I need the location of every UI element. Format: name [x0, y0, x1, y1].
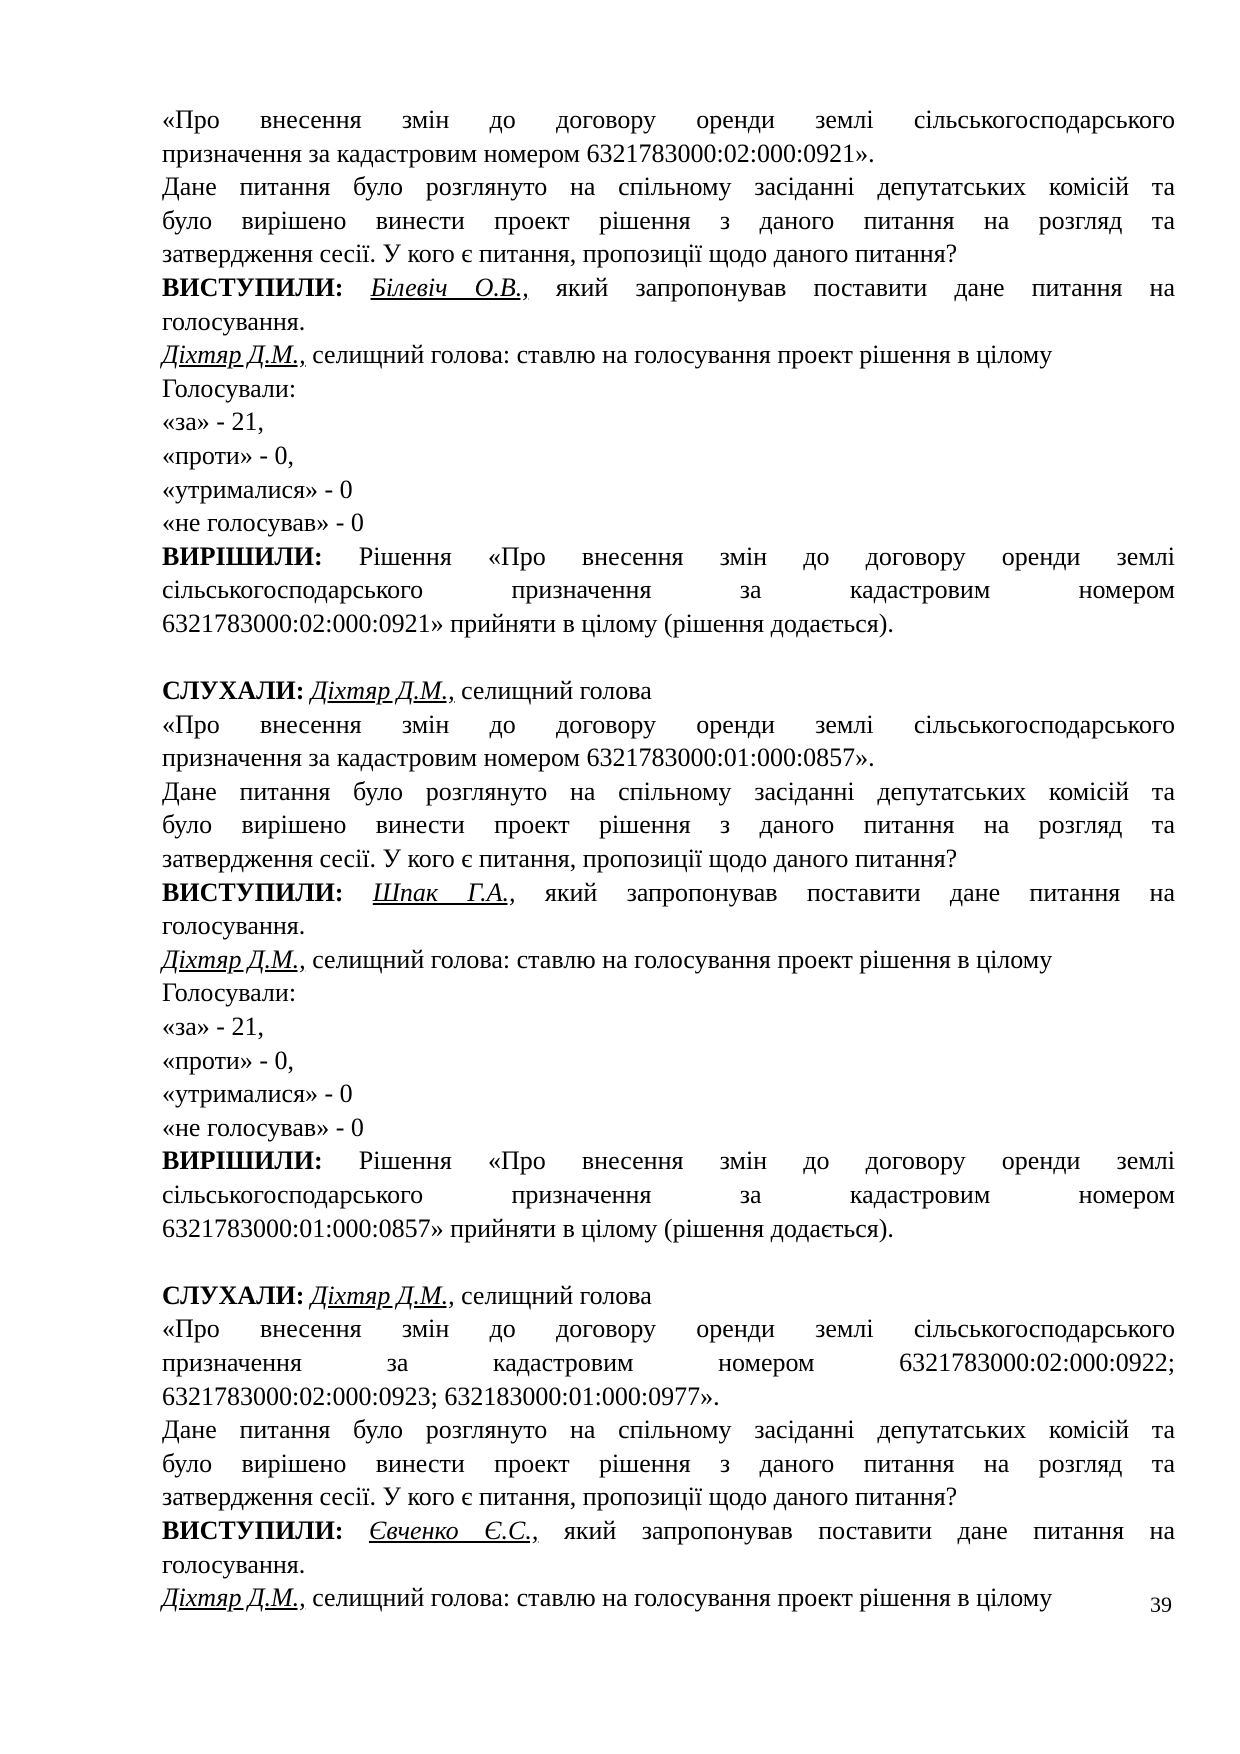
chair-name: Діхтяр Д.М., — [162, 944, 306, 974]
decided-label: ВИРІШИЛИ: — [162, 1146, 323, 1176]
decision-line: 6321783000:01:000:0857» прийняти в цілому (рішення додається). — [162, 1213, 894, 1243]
discussion-line: затвердження сесії. У кого є питання, пропозиції щодо даного питання? — [162, 1482, 958, 1512]
heard-label: СЛУХАЛИ: — [162, 676, 305, 706]
decision-text: Рішення «Про внесення змін до договору оренди землі — [322, 541, 1175, 571]
heard-name: Діхтяр Д.М., — [310, 676, 455, 706]
agenda-item-3 — [162, 1279, 1175, 1615]
resolution-title-line: «Про внесення змін до договору оренди землі сільськогосподарського — [162, 1314, 1175, 1344]
speaker-name: Євченко Є.С., — [368, 1515, 539, 1545]
speaker-name: Шпак Г.А., — [372, 877, 516, 907]
chair-text: селищний голова: ставлю на голосування проект рішення в цілому — [305, 340, 1053, 370]
decision-line — [162, 1144, 1175, 1178]
decision-text: Рішення «Про внесення змін до договору оренди землі — [322, 1146, 1175, 1176]
heard-text: селищний голова — [454, 676, 652, 706]
spoke-text: який запропонував поставити дане питання на — [538, 1515, 1175, 1545]
heard-text: селищний голова — [454, 1280, 652, 1310]
chair-text: селищний голова: ставлю на голосування проект рішення в цілому — [305, 1583, 1053, 1613]
resolution-title-line: 6321783000:02:000:0923; 632183000:01:000:0977». — [162, 1381, 720, 1411]
chair-name: Діхтяр Д.М., — [162, 340, 306, 370]
vote-for: «за» - 21, — [162, 1012, 264, 1042]
discussion-line: було вирішено винести проект рішення з даного питання на розгляд та — [162, 810, 1175, 840]
page-number: 39 — [1150, 1592, 1172, 1617]
agenda-item-1 — [162, 103, 1175, 641]
resolution-title-line: «Про внесення змін до договору оренди землі сільськогосподарського — [162, 709, 1175, 739]
spoke-line — [162, 271, 1175, 305]
decision-line — [162, 540, 1175, 574]
heard-line — [162, 674, 1175, 708]
voted-label: Голосували: — [162, 978, 297, 1008]
decision-line: 6321783000:02:000:0921» прийняти в цілому (рішення додається). — [162, 608, 894, 638]
discussion-line: затвердження сесії. У кого є питання, пропозиції щодо даного питання? — [162, 844, 958, 874]
spoke-label: ВИСТУПИЛИ: — [162, 272, 344, 302]
vote-not-voted: «не голосував» - 0 — [162, 1112, 364, 1142]
discussion-line: Дане питання було розглянуто на спільному засіданні депутатських комісій та — [162, 776, 1175, 806]
discussion-line: Дане питання було розглянуто на спільному засіданні депутатських комісій та — [162, 172, 1175, 202]
agenda-item-2 — [162, 674, 1175, 1245]
speaker-name: Білевіч О.В., — [370, 272, 529, 302]
spoke-text: який запропонував поставити дане питання на — [528, 272, 1176, 302]
spoke-label: ВИСТУПИЛИ: — [162, 1515, 344, 1545]
heard-line — [162, 1279, 1175, 1313]
chair-text: селищний голова: ставлю на голосування проект рішення в цілому — [305, 944, 1053, 974]
chair-line — [162, 943, 1175, 977]
discussion-line: було вирішено винести проект рішення з даного питання на розгляд та — [162, 205, 1175, 235]
heard-label: СЛУХАЛИ: — [162, 1280, 305, 1310]
spoke-text: який запропонував поставити дане питання на — [515, 877, 1175, 907]
decision-line: сільськогосподарського призначення за кадастровим номером — [162, 575, 1175, 605]
vote-not-voted: «не голосував» - 0 — [162, 508, 364, 538]
decision-line: сільськогосподарського призначення за кадастровим номером — [162, 1180, 1175, 1209]
resolution-title-line: «Про внесення змін до договору оренди землі сільськогосподарського — [162, 105, 1175, 134]
spoke-line-cont: голосування. — [162, 1549, 306, 1579]
discussion-line: Дане питання було розглянуто на спільному засіданні депутатських комісій та — [162, 1415, 1175, 1445]
heard-name: Діхтяр Д.М., — [310, 1280, 455, 1310]
spoke-line-cont: голосування. — [162, 911, 306, 941]
resolution-title-line: призначення за кадастровим номером 6321783000:02:000:0921». — [162, 138, 875, 168]
chair-line — [162, 1581, 1175, 1615]
vote-abstained: «утрималися» - 0 — [162, 474, 353, 504]
spoke-line — [162, 1514, 1175, 1548]
spoke-line — [162, 876, 1175, 910]
vote-for: «за» - 21, — [162, 407, 264, 437]
chair-line — [162, 338, 1175, 372]
vote-against: «проти» - 0, — [162, 1045, 295, 1075]
spoke-line-cont: голосування. — [162, 306, 306, 336]
resolution-title-line: призначення за кадастровим номером 6321783000:01:000:0857». — [162, 743, 875, 773]
resolution-title-line: призначення за кадастровим номером 6321783000:02:000:0922; — [162, 1347, 1175, 1377]
chair-name: Діхтяр Д.М., — [162, 1583, 306, 1613]
vote-against: «проти» - 0, — [162, 440, 295, 470]
document-page — [162, 103, 1175, 1615]
vote-abstained: «утрималися» - 0 — [162, 1079, 353, 1109]
voted-label: Голосували: — [162, 373, 297, 403]
discussion-line: затвердження сесії. У кого є питання, пропозиції щодо даного питання? — [162, 239, 958, 269]
decided-label: ВИРІШИЛИ: — [162, 541, 323, 571]
discussion-line: було вирішено винести проект рішення з даного питання на розгляд та — [162, 1448, 1175, 1478]
spoke-label: ВИСТУПИЛИ: — [162, 877, 344, 907]
